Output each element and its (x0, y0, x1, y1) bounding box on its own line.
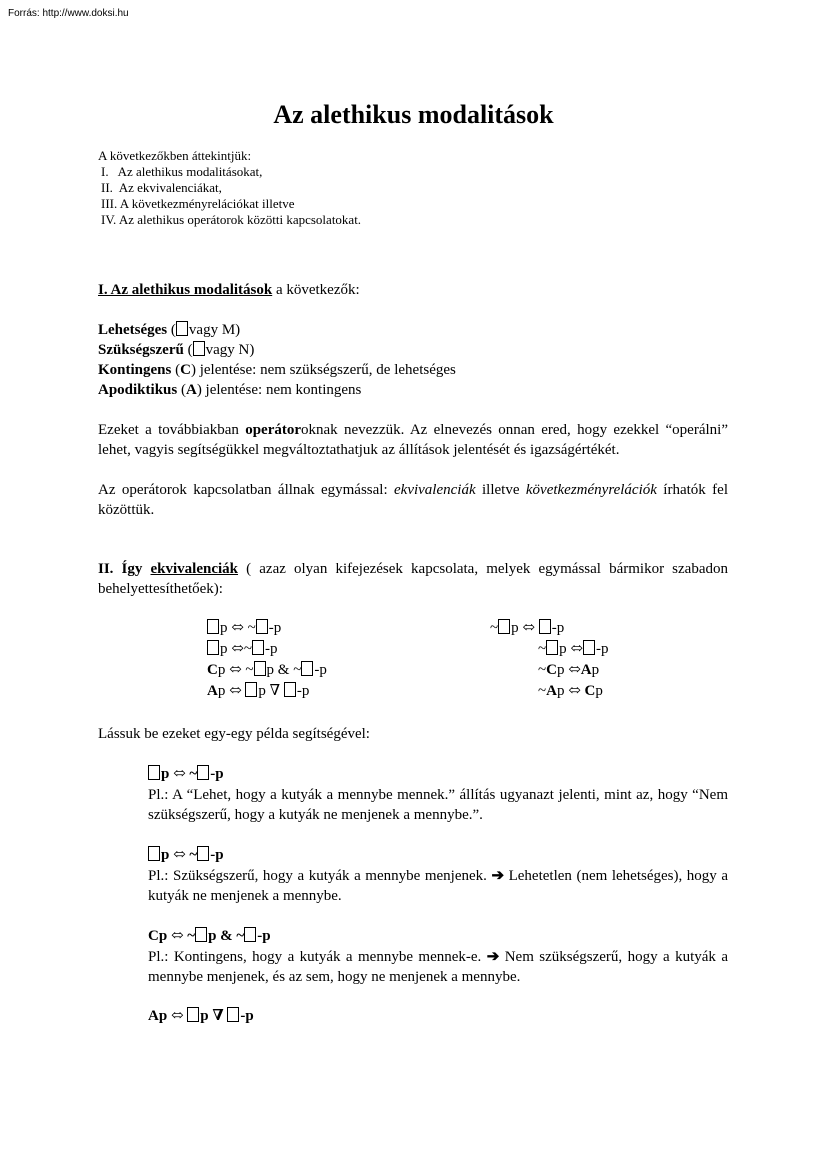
open-paren: ( (187, 342, 193, 358)
def-letter: C (180, 362, 191, 378)
def-rest: ) jelentése: nem szükségszerű, de lehetséges (190, 362, 456, 378)
not-symbol: ~ (236, 928, 245, 944)
var-p: p (511, 620, 519, 636)
diamond-operator-icon (498, 619, 510, 634)
def-rest: vagy M) (188, 322, 241, 338)
neg-p: -p (595, 641, 609, 657)
box-operator-icon (284, 682, 296, 697)
def-letter: A (185, 382, 197, 398)
var-p: p (266, 662, 275, 678)
box-operator-icon (193, 341, 205, 356)
and-symbol: & (220, 928, 233, 944)
var-p: p (161, 766, 170, 782)
example-text: Pl.: Kontingens, hogy a kutyák a mennybe mennek-e. (148, 949, 487, 965)
diamond-operator-icon (583, 640, 595, 655)
a-operator: A (546, 683, 557, 699)
section1-heading (98, 280, 360, 300)
iff-icon: ⬄ (229, 683, 242, 699)
page-title: Az alethikus modalitások (273, 100, 554, 129)
neg-p: -p (240, 1008, 254, 1024)
intro-item: IV. Az alethikus operátorok közötti kapcsolatokat. (101, 212, 362, 227)
diamond-operator-icon (176, 321, 188, 336)
var-p: p (208, 928, 217, 944)
intro-lead: A következőkben áttekintjük: (98, 148, 252, 163)
or-symbol: ∇ (269, 683, 281, 699)
var-p: p (556, 662, 565, 678)
arrow-right-icon: ➔ (491, 868, 505, 884)
example1-text: Pl.: A “Lehet, hogy a kutyák a mennybe mennek.” állítás ugyanazt jelenti, mint az, hogy “Nem szükségszerű, hogy a kutyák ne menjenek a mennybe.”. (148, 787, 728, 823)
example2-text (148, 866, 728, 906)
neg-p: -p (210, 847, 224, 863)
box-operator-icon (187, 1007, 199, 1022)
equivalence-row (490, 660, 608, 681)
para-text: írhatók fel közöttük. (98, 482, 728, 518)
example3-formula (148, 926, 271, 946)
source-line: Forrás: http://www.doksi.hu (8, 8, 129, 19)
iff-icon: ⬄ (231, 641, 244, 657)
example-text: Nem szükségszerű, hogy a kutyák a mennybe menjenek, és az sem, hogy ne menjenek a mennybe. (148, 949, 729, 985)
para-text: Az operátorok kapcsolatban állnak egymással: (98, 482, 394, 498)
def-term: Kontingens (98, 362, 172, 378)
not-symbol: ~ (490, 620, 499, 636)
diamond-operator-icon (197, 846, 209, 861)
var-p: p (217, 662, 226, 678)
def-apodiktikus (98, 380, 456, 400)
intro-item: III. A következményrelációkat illetve (101, 196, 295, 211)
iff-icon: ⬄ (231, 620, 244, 636)
def-term: Szükségszerű (98, 342, 184, 358)
def-szuksegszeru (98, 340, 456, 360)
section1-heading-title: I. Az alethikus modalitások (98, 282, 273, 298)
def-lehetseges (98, 320, 456, 340)
neg-p: -p (551, 620, 565, 636)
arrow-right-icon: ➔ (486, 949, 500, 965)
a-operator: A (207, 683, 218, 699)
equivalence-row (490, 618, 608, 639)
example4-formula (148, 1006, 254, 1026)
example-text: Lehetetlen (nem lehetséges), hogy a kutyák ne menjenek a mennybe. (148, 868, 728, 904)
def-term: Lehetséges (98, 322, 168, 338)
relations-paragraph (98, 480, 728, 520)
neg-p: -p (257, 928, 271, 944)
box-operator-icon (245, 682, 257, 697)
diamond-operator-icon (207, 619, 219, 634)
not-symbol: ~ (538, 641, 547, 657)
or-symbol: ∇ (212, 1008, 224, 1024)
def-term: Apodiktikus (98, 382, 178, 398)
equivalence-row (207, 660, 327, 681)
para-bold: operátor (245, 422, 302, 438)
neg-p: -p (268, 620, 282, 636)
iff-icon: ⬄ (229, 662, 242, 678)
box-operator-icon (244, 927, 256, 942)
not-symbol: ~ (187, 928, 196, 944)
c-operator: C (546, 662, 557, 678)
para-text: oknak nevezzük. Az elnevezés onnan ered, hogy ezekkel “operálni” lehet, vagyis segítségükkel megváltoztathatjuk az állítások jelentését és igazságértékét. (98, 422, 728, 458)
diamond-operator-icon (148, 765, 160, 780)
not-symbol: ~ (538, 662, 547, 678)
box-operator-icon (546, 640, 558, 655)
para-italic: ekvivalenciák (394, 482, 476, 498)
c-operator: C (148, 928, 159, 944)
example-text: Pl.: Szükségszerű, hogy a kutyák a mennybe menjenek. (148, 868, 492, 884)
definitions (98, 320, 456, 400)
para-italic: következményrelációk (525, 482, 657, 498)
c-operator: C (207, 662, 218, 678)
equivalence-row (490, 681, 608, 702)
section2-num: II. (98, 561, 122, 577)
var-p: p (200, 1008, 209, 1024)
equivalences-right (490, 618, 608, 702)
box-operator-icon (301, 661, 313, 676)
var-p: p (556, 683, 565, 699)
not-symbol: ~ (243, 641, 252, 657)
iff-icon: ⬄ (570, 641, 583, 657)
a-operator: A (580, 662, 592, 678)
and-symbol: & (277, 662, 290, 678)
para-text: Ezeket a továbbiakban (98, 422, 246, 438)
box-operator-icon (207, 640, 219, 655)
box-operator-icon (254, 661, 266, 676)
iff-icon: ⬄ (522, 620, 535, 636)
section2-igy: Így (121, 561, 143, 577)
intro-item: II. Az ekvivalenciákat, (101, 180, 222, 195)
iff-icon: ⬄ (173, 766, 186, 782)
box-operator-icon (539, 619, 551, 634)
not-symbol: ~ (245, 662, 254, 678)
not-symbol: ~ (538, 683, 547, 699)
def-kontingens (98, 360, 456, 380)
iff-icon: ⬄ (170, 1008, 184, 1024)
box-operator-icon (227, 1007, 239, 1022)
not-symbol: ~ (293, 662, 302, 678)
var-p: p (258, 683, 266, 699)
var-p: p (158, 1008, 168, 1024)
intro-list (98, 148, 361, 228)
var-p: p (591, 662, 600, 678)
box-operator-icon (197, 765, 209, 780)
box-operator-icon (256, 619, 268, 634)
section2-heading (98, 559, 728, 599)
lassuk-line: Lássuk be ezeket egy-egy példa segítségével: (98, 726, 370, 742)
open-paren: ( (175, 362, 181, 378)
box-operator-icon (195, 927, 207, 942)
iff-icon: ⬄ (170, 928, 184, 944)
neg-p: -p (210, 766, 224, 782)
intro-item: I. Az alethikus modalitásokat, (101, 164, 263, 179)
neg-p: -p (296, 683, 310, 699)
def-rest: vagy N) (205, 342, 255, 358)
iff-icon: ⬄ (568, 662, 581, 678)
equivalence-row (207, 639, 327, 660)
equivalence-row (207, 618, 327, 639)
equivalences-left (207, 618, 327, 702)
var-p: p (559, 641, 567, 657)
para-text: illetve (475, 482, 526, 498)
diamond-operator-icon (252, 640, 264, 655)
example3-text (148, 947, 728, 987)
a-operator: A (148, 1008, 159, 1024)
var-p: p (220, 620, 228, 636)
operator-paragraph (98, 420, 728, 460)
def-rest: ) jelentése: nem kontingens (196, 382, 362, 398)
var-p: p (161, 847, 170, 863)
section2-title: ekvivalenciák (150, 561, 239, 577)
var-p: p (217, 683, 226, 699)
iff-icon: ⬄ (173, 847, 186, 863)
c-operator: C (584, 683, 596, 699)
var-p: p (595, 683, 603, 699)
var-p: p (220, 641, 228, 657)
example1-formula (148, 764, 224, 784)
not-symbol: ~ (189, 766, 198, 782)
var-p: p (158, 928, 168, 944)
iff-icon: ⬄ (568, 683, 581, 699)
not-symbol: ~ (189, 847, 198, 863)
not-symbol: ~ (247, 620, 256, 636)
equivalence-row (207, 681, 327, 702)
equivalence-row (490, 639, 608, 660)
open-paren: ( (180, 382, 186, 398)
section2-rest: ( azaz olyan kifejezések kapcsolata, melyek egymással bármikor szabadon behelyettesíthetőek): (98, 561, 728, 597)
neg-p: -p (314, 662, 327, 678)
box-operator-icon (148, 846, 160, 861)
open-paren: ( (170, 322, 176, 338)
example2-formula (148, 845, 224, 865)
section1-heading-rest: a következők: (272, 282, 360, 298)
neg-p: -p (264, 641, 278, 657)
